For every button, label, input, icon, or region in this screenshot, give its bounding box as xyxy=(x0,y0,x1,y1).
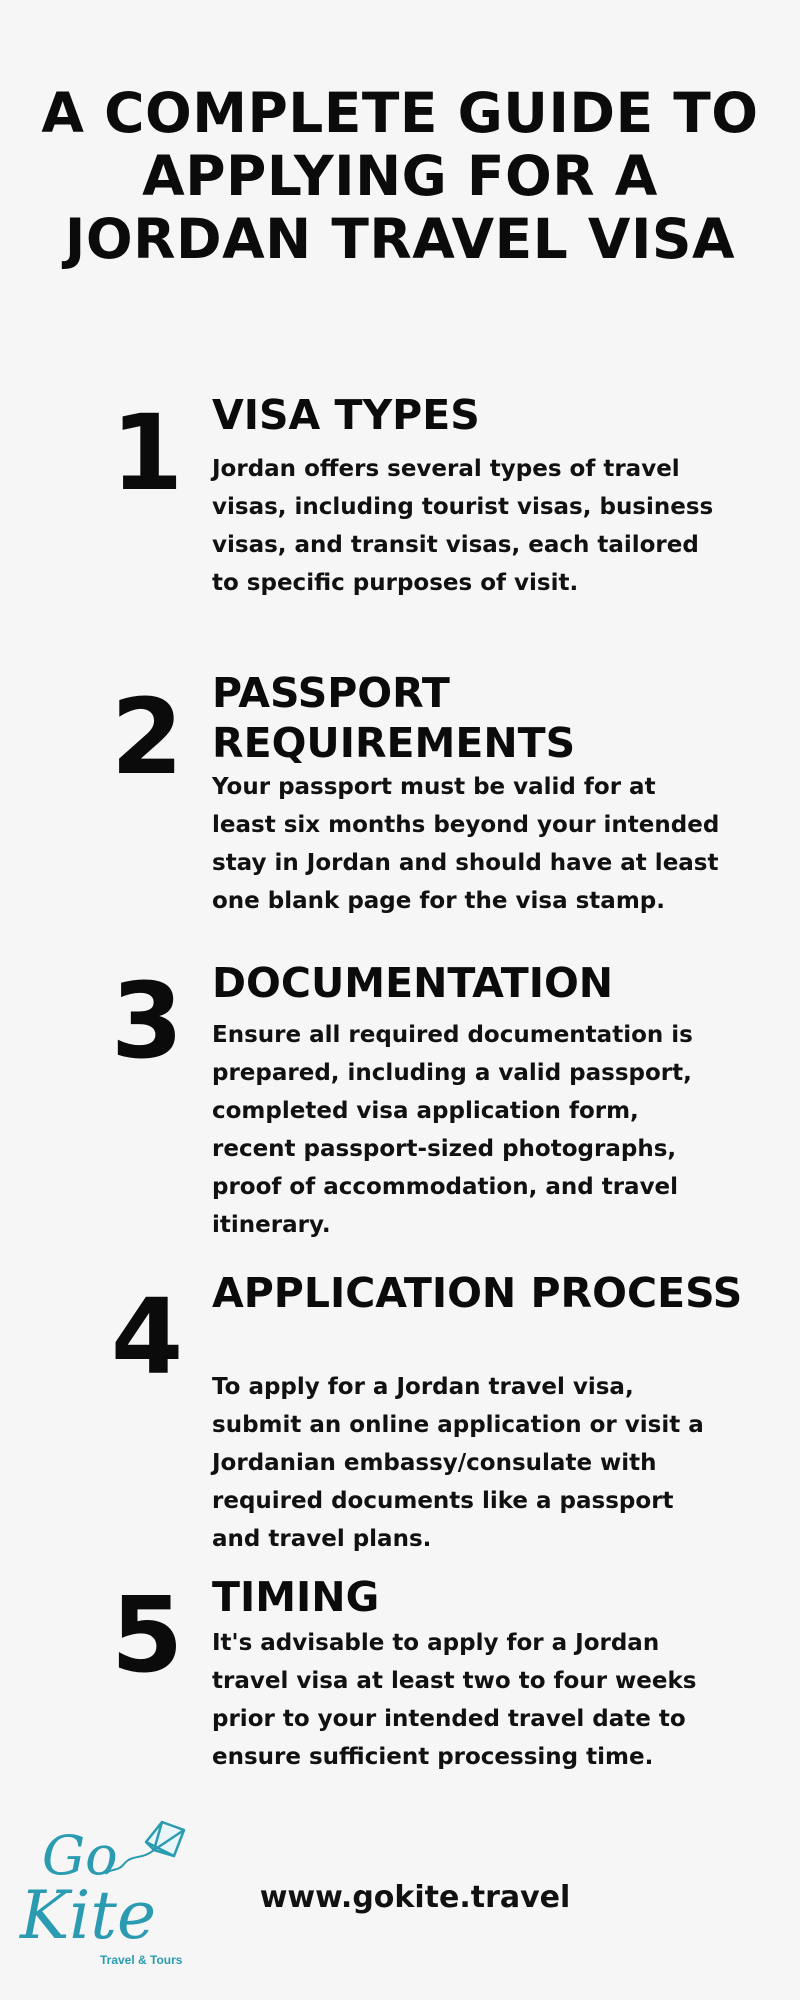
step-number: 3 xyxy=(110,960,184,1082)
step-number: 5 xyxy=(110,1574,184,1696)
step-number: 2 xyxy=(110,676,184,798)
step-description: Jordan offers several types of travel visas, including tourist visas, business visas, and transit visas, each tailored to specific purposes of visit. xyxy=(212,456,714,596)
step-heading: PASSPORT REQUIREMENTS xyxy=(212,669,576,767)
step-heading: VISA TYPES xyxy=(212,391,480,439)
step-heading: TIMING xyxy=(212,1573,380,1621)
logo-word-kite: Kite xyxy=(20,1877,156,1954)
step-heading: DOCUMENTATION xyxy=(212,959,614,1007)
step-number: 4 xyxy=(110,1276,184,1398)
website-link[interactable]: www.gokite.travel xyxy=(259,1880,571,1915)
logo-word-go: Go xyxy=(42,1824,118,1887)
step-heading: APPLICATION PROCESS xyxy=(212,1269,743,1317)
step-description: Ensure all required documentation is prepared, including a valid passport, completed visa application form, recent passport-sized photographs, proof of accommodation, and travel itinerary. xyxy=(212,1022,693,1238)
page-title: A COMPLETE GUIDE TO APPLYING FOR A JORDAN TRAVEL VISA xyxy=(41,81,759,271)
brand-logo[interactable] xyxy=(14,1808,214,1978)
kite-icon xyxy=(14,1808,214,1978)
step-description: Your passport must be valid for at least six months beyond your intended stay in Jordan and should have at least one blank page for the visa stamp. xyxy=(212,774,720,914)
step-number: 1 xyxy=(110,392,184,514)
step-description: To apply for a Jordan travel visa, submit an online application or visit a Jordanian embassy/consulate with required documents like a passport and travel plans. xyxy=(212,1374,704,1552)
logo-tagline: Travel & Tours xyxy=(100,1953,183,1967)
step-description: It's advisable to apply for a Jordan travel visa at least two to four weeks prior to your intended travel date to ensure sufficient processing time. xyxy=(212,1630,697,1770)
